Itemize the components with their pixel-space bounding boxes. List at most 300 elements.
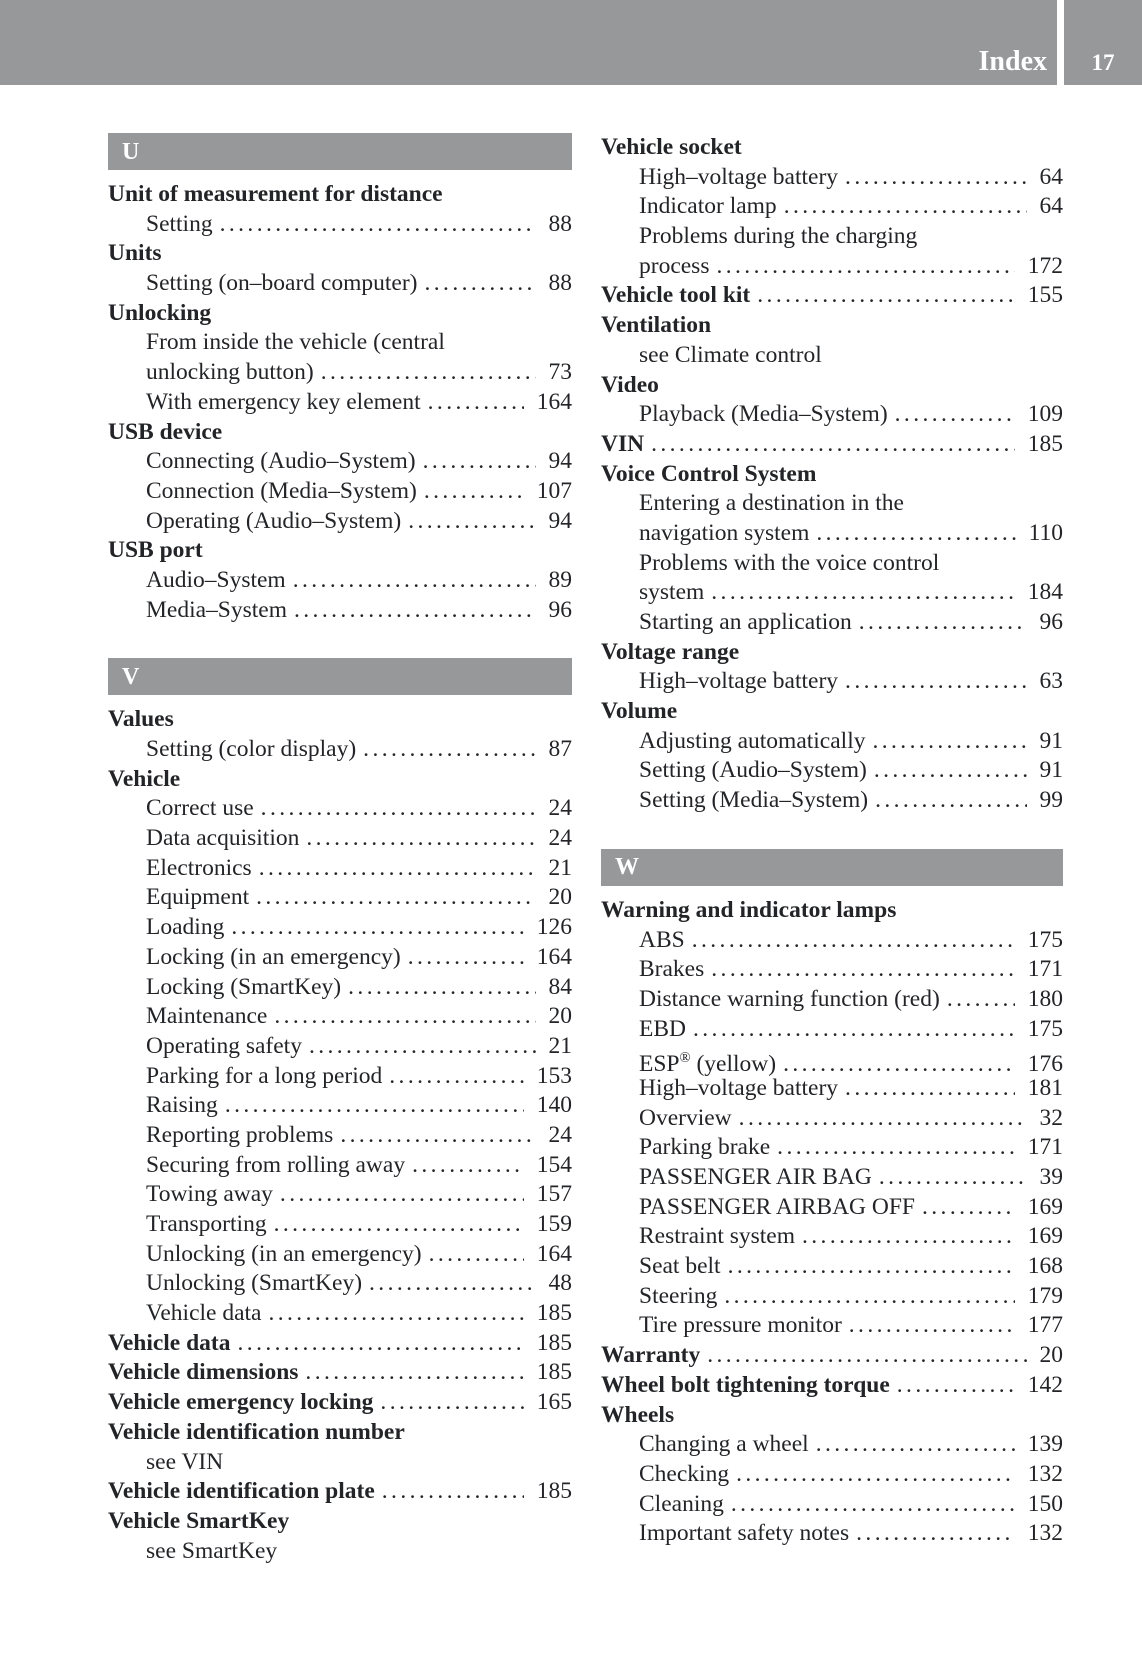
entry-label: Parking for a long period: [146, 1062, 383, 1089]
index-row: [108, 1448, 572, 1478]
index-row: [108, 1269, 572, 1299]
entry-label: Equipment: [146, 884, 250, 911]
index-row: [108, 1418, 572, 1448]
page-ref: 185: [536, 1329, 572, 1356]
leader-dots: [711, 955, 1014, 985]
index-row: [601, 1222, 1063, 1252]
entry-label: Locking (in an emergency): [146, 943, 401, 970]
entry-label: see SmartKey: [146, 1537, 278, 1564]
page-ref: 185: [536, 1478, 572, 1505]
entry-label: Vehicle socket: [601, 134, 742, 160]
leader-dots: [425, 269, 536, 299]
entry-label: process: [639, 252, 710, 279]
page-ref: 24: [548, 795, 572, 822]
page-ref: 154: [536, 1151, 572, 1178]
leader-dots: [309, 1032, 536, 1062]
page-ref: 94: [548, 507, 572, 534]
index-row: [601, 1163, 1063, 1193]
index-row: [601, 926, 1063, 956]
leader-dots: [382, 1477, 524, 1507]
page-ref: 73: [548, 359, 572, 386]
page-ref: 88: [548, 210, 572, 237]
leader-dots: [429, 1240, 524, 1270]
entry-label: Vehicle dimensions: [108, 1359, 299, 1386]
leader-dots: [259, 854, 536, 884]
index-row: [601, 400, 1063, 430]
entry-label: Entering a destination in the: [639, 490, 904, 517]
index-row: [601, 1490, 1063, 1520]
index-row: [108, 765, 572, 795]
entry-label: Securing from rolling away: [146, 1151, 406, 1178]
leader-dots: [845, 163, 1026, 193]
leader-dots: [922, 1193, 1015, 1223]
page-ref: 139: [1027, 1431, 1063, 1458]
entry-label: Problems with the voice control: [639, 549, 940, 576]
entry-label: Playback (Media–System): [639, 401, 888, 428]
index-row: [108, 913, 572, 943]
entry-label: Connecting (Audio–System): [146, 448, 416, 475]
entry-label: Overview: [639, 1104, 732, 1131]
leader-dots: [380, 1388, 523, 1418]
leader-dots: [274, 1002, 535, 1032]
leader-dots: [389, 1062, 523, 1092]
entry-label: Correct use: [146, 795, 254, 822]
leader-dots: [412, 1151, 524, 1181]
page-ref: 171: [1027, 956, 1063, 983]
index-row: [108, 1210, 572, 1240]
leader-dots: [728, 1252, 1015, 1282]
page-ref: 164: [536, 388, 572, 415]
entry-label: Changing a wheel: [639, 1431, 809, 1458]
index-row: [108, 536, 572, 566]
page-ref: 185: [536, 1300, 572, 1327]
page-ref: 96: [548, 596, 572, 623]
leader-dots: [348, 973, 535, 1003]
leader-dots: [875, 786, 1026, 816]
entry-label: Indicator lamp: [639, 193, 777, 220]
entry-label: Maintenance: [146, 1003, 268, 1030]
index-row: [108, 943, 572, 973]
index-section-U: [108, 133, 572, 625]
index-row: [108, 418, 572, 448]
entry-label: Unit of measurement for distance: [108, 181, 443, 207]
entry-label: Distance warning function (red): [639, 985, 940, 1012]
entry-label: Starting an application: [639, 609, 852, 635]
section-letter-bar: [108, 658, 572, 695]
page-ref: 91: [1039, 757, 1063, 784]
entry-label: system: [639, 579, 705, 606]
index-row: [601, 460, 1063, 490]
entry-label: Vehicle identification plate: [108, 1478, 375, 1505]
entry-label: Transporting: [146, 1211, 267, 1237]
entry-label: ABS: [639, 926, 685, 953]
index-row: [108, 1062, 572, 1092]
index-row: [601, 371, 1063, 401]
entry-label: Vehicle identification number: [108, 1418, 405, 1445]
index-row: [108, 1180, 572, 1210]
index-row: [108, 1002, 572, 1032]
index-row: [601, 1460, 1063, 1490]
leader-dots: [736, 1460, 1015, 1490]
entry-label: Setting (color display): [146, 736, 357, 762]
index-row: [601, 430, 1063, 460]
index-row: [108, 507, 572, 537]
leader-dots: [220, 210, 536, 240]
index-row: [108, 705, 572, 735]
index-row: [108, 596, 572, 626]
entry-label: Parking brake: [639, 1134, 771, 1161]
page-ref: 132: [1027, 1520, 1063, 1547]
entry-label: unlocking button): [146, 359, 314, 386]
leader-dots: [256, 883, 535, 913]
index-row: [601, 1252, 1063, 1282]
index-row: [108, 299, 572, 329]
index-row: [601, 756, 1063, 786]
entry-label: see VIN: [146, 1448, 224, 1475]
entry-label: Setting (Audio–System): [639, 757, 867, 784]
page-ref: 88: [548, 270, 572, 297]
page-ref: 20: [548, 884, 572, 911]
page-ref: 179: [1027, 1282, 1063, 1309]
leader-dots: [707, 1341, 1026, 1371]
entry-label: Vehicle emergency locking: [108, 1389, 374, 1416]
index-row: [108, 1240, 572, 1270]
index-row: [601, 1311, 1063, 1341]
right-column: [601, 133, 1063, 1549]
index-row: [108, 973, 572, 1003]
entry-label: Voice Control System: [601, 460, 817, 487]
index-row: [601, 1519, 1063, 1549]
entry-label: Checking: [639, 1460, 730, 1487]
leader-dots: [424, 477, 524, 507]
entry-label: Unlocking (in an emergency): [146, 1240, 422, 1267]
leader-dots: [872, 727, 1026, 757]
page-ref: 172: [1027, 252, 1063, 279]
leader-dots: [408, 943, 524, 973]
leader-dots: [859, 608, 1027, 638]
index-row: [601, 1193, 1063, 1223]
entry-label: PASSENGER AIR BAG: [639, 1164, 872, 1190]
page-ref: 110: [1028, 519, 1063, 546]
index-row: [108, 269, 572, 299]
leader-dots: [849, 1311, 1015, 1341]
entry-label: Data acquisition: [146, 825, 300, 852]
entry-label: Values: [108, 706, 174, 733]
leader-dots: [947, 985, 1015, 1015]
index-row: [108, 1507, 572, 1537]
leader-dots: [874, 756, 1027, 786]
page-ref: 20: [548, 1003, 572, 1030]
index-row: [601, 549, 1063, 579]
leader-dots: [423, 447, 536, 477]
index-row: [601, 638, 1063, 668]
index-row: [601, 1282, 1063, 1312]
leader-dots: [363, 735, 535, 765]
page-ref: 165: [536, 1389, 572, 1416]
index-row: [108, 794, 572, 824]
index-row: [108, 1477, 572, 1507]
index-section-continued: [601, 133, 1063, 816]
page-ref: 24: [548, 825, 572, 852]
leader-dots: [321, 358, 536, 388]
page-number: 17: [1091, 50, 1115, 75]
index-row: [601, 1044, 1063, 1078]
entry-label: Tire pressure monitor: [639, 1312, 842, 1339]
entry-label: Operating (Audio–System): [146, 507, 402, 534]
leader-dots: [693, 1015, 1015, 1045]
index-row: [108, 1151, 572, 1181]
entry-label: EBD: [639, 1015, 686, 1042]
index-row: [601, 1074, 1063, 1104]
leader-dots: [280, 1180, 524, 1210]
entry-label: Vehicle tool kit: [601, 282, 751, 309]
entry-label: Setting: [146, 210, 213, 237]
index-row: [601, 1371, 1063, 1401]
page-ref: 175: [1027, 1015, 1063, 1042]
page-ref: 157: [536, 1181, 572, 1208]
page-ref: 169: [1027, 1223, 1063, 1250]
leader-dots: [306, 824, 535, 854]
entry-label: see Climate control: [639, 341, 822, 368]
leader-dots: [305, 1358, 523, 1388]
leader-dots: [731, 1490, 1015, 1520]
index-row: [108, 447, 572, 477]
entry-label: Steering: [639, 1282, 718, 1309]
index-row: [601, 985, 1063, 1015]
index-row: [601, 222, 1063, 252]
leader-dots: [845, 667, 1026, 697]
leader-dots: [879, 1163, 1027, 1193]
page-ref: 48: [548, 1270, 572, 1297]
entry-label: Audio–System: [146, 566, 286, 593]
entry-label: Warning and indicator lamps: [601, 896, 897, 923]
page-ref: 185: [536, 1359, 572, 1386]
page-ref: 64: [1039, 163, 1063, 190]
index-row: [108, 1091, 572, 1121]
index-row: [601, 281, 1063, 311]
leader-dots: [340, 1121, 535, 1151]
entry-label: From inside the vehicle (central: [146, 329, 445, 356]
page-ref: 140: [536, 1092, 572, 1119]
page-ref: 180: [1027, 985, 1063, 1012]
page-ref: 107: [536, 477, 572, 504]
page-ref: 175: [1027, 926, 1063, 953]
index-row: [601, 311, 1063, 341]
index-row: [601, 608, 1063, 638]
entry-label: Units: [108, 240, 162, 267]
index-row: [601, 133, 1063, 163]
leader-dots: [261, 794, 536, 824]
leader-dots: [897, 1371, 1015, 1401]
entry-label: Seat belt: [639, 1253, 721, 1280]
section-letter: U: [122, 138, 140, 165]
page-ref: 168: [1027, 1253, 1063, 1280]
section-letter: W: [615, 854, 639, 881]
entry-label: ESP® (yellow): [639, 1050, 777, 1078]
entry-label: Important safety notes: [639, 1520, 850, 1547]
index-row: [601, 163, 1063, 193]
entry-label: Warranty: [601, 1342, 701, 1369]
page-ref: 142: [1027, 1371, 1063, 1398]
entry-label: Adjusting automatically: [639, 727, 866, 754]
section-letter-bar: [601, 849, 1063, 886]
entry-label: Operating safety: [146, 1032, 302, 1059]
page-ref: 164: [536, 943, 572, 970]
leader-dots: [225, 1091, 524, 1121]
index-row: [601, 697, 1063, 727]
entry-label: Media–System: [146, 596, 287, 623]
page-ref: 185: [1027, 430, 1063, 457]
page-ref: 159: [536, 1211, 572, 1237]
page-ref: 150: [1027, 1490, 1063, 1517]
index-row: [108, 824, 572, 854]
header-title-area: [0, 0, 1057, 85]
entry-label: Vehicle: [108, 765, 181, 792]
header-divider: [1057, 0, 1064, 85]
page-ref: 177: [1027, 1312, 1063, 1339]
leader-dots: [294, 596, 536, 626]
index-row: [108, 1388, 572, 1418]
page-ref: 176: [1027, 1051, 1063, 1078]
page-ref: 20: [1039, 1342, 1063, 1369]
section-letter: V: [122, 663, 140, 690]
entry-label: USB device: [108, 418, 223, 445]
page-number-box: [1064, 0, 1142, 85]
index-row: [601, 578, 1063, 608]
page-ref: 96: [1039, 609, 1063, 635]
index-row: [108, 239, 572, 269]
page-ref: 87: [548, 736, 572, 762]
entry-label: Problems during the charging: [639, 223, 918, 250]
entry-label: Restraint system: [639, 1223, 795, 1250]
page-ref: 64: [1039, 193, 1063, 220]
entry-label: Voltage range: [601, 638, 740, 665]
entry-label: Locking (SmartKey): [146, 973, 342, 1000]
index-row: [108, 1358, 572, 1388]
entry-label: Vehicle data: [108, 1329, 231, 1356]
entry-label: Vehicle SmartKey: [108, 1507, 290, 1534]
leader-dots: [895, 400, 1015, 430]
index-row: [108, 180, 572, 210]
entry-label: High–voltage battery: [639, 163, 839, 190]
leader-dots: [651, 430, 1015, 460]
index-row: [108, 477, 572, 507]
leader-dots: [845, 1074, 1015, 1104]
index-row: [601, 896, 1063, 926]
leader-dots: [816, 1430, 1015, 1460]
entry-label: With emergency key element: [146, 388, 421, 415]
leader-dots: [724, 1282, 1014, 1312]
index-row: [601, 667, 1063, 697]
page-ref: 171: [1027, 1134, 1063, 1161]
page-ref: 126: [536, 914, 572, 941]
leader-dots: [293, 566, 536, 596]
page-ref: 169: [1027, 1193, 1063, 1220]
entry-label: Video: [601, 371, 659, 398]
page-ref: 24: [548, 1121, 572, 1148]
entry-label: Connection (Media–System): [146, 477, 417, 504]
entry-label: VIN: [601, 430, 645, 457]
leader-dots: [739, 1104, 1027, 1134]
page-ref: 184: [1027, 579, 1063, 606]
leader-dots: [428, 388, 524, 418]
index-row: [601, 252, 1063, 282]
page-ref: 63: [1039, 668, 1063, 695]
page-ref: 155: [1027, 282, 1063, 309]
entry-label: Loading: [146, 914, 225, 941]
index-row: [108, 358, 572, 388]
entry-label: USB port: [108, 537, 203, 564]
leader-dots: [231, 913, 523, 943]
index-row: [601, 1015, 1063, 1045]
entry-label: Unlocking (SmartKey): [146, 1270, 363, 1297]
page-ref: 181: [1027, 1074, 1063, 1101]
entry-label: navigation system: [639, 519, 810, 546]
page-title: Index: [978, 46, 1047, 77]
page-ref: 32: [1039, 1104, 1063, 1131]
entry-label: Raising: [146, 1092, 218, 1119]
index-row: [601, 727, 1063, 757]
leader-dots: [784, 192, 1027, 222]
index-row: [108, 328, 572, 358]
index-row: [108, 1329, 572, 1359]
page-ref: 89: [548, 566, 572, 593]
leader-dots: [816, 519, 1015, 549]
leader-dots: [802, 1222, 1015, 1252]
left-column: [108, 133, 572, 1566]
index-row: [108, 566, 572, 596]
index-row: [601, 786, 1063, 816]
index-row: [108, 1537, 572, 1567]
index-row: [601, 955, 1063, 985]
page-ref: 164: [536, 1240, 572, 1267]
index-row: [601, 519, 1063, 549]
index-row: [601, 489, 1063, 519]
index-section-W: [601, 849, 1063, 1549]
leader-dots: [369, 1269, 535, 1299]
section-letter-bar: [108, 133, 572, 170]
index-section-V: [108, 658, 572, 1566]
page-ref: 94: [548, 448, 572, 475]
entry-label: Setting (on–board computer): [146, 270, 418, 297]
leader-dots: [777, 1133, 1015, 1163]
index-row: [108, 388, 572, 418]
index-row: [108, 1299, 572, 1329]
index-row: [108, 883, 572, 913]
leader-dots: [268, 1299, 523, 1329]
entry-label: High–voltage battery: [639, 1074, 839, 1101]
page-ref: 21: [548, 1032, 572, 1059]
leader-dots: [856, 1519, 1015, 1549]
index-row: [108, 1121, 572, 1151]
index-row: [601, 1133, 1063, 1163]
entry-label: Vehicle data: [146, 1300, 262, 1327]
page-ref: 84: [548, 973, 572, 1000]
leader-dots: [692, 926, 1015, 956]
entry-label: Electronics: [146, 854, 252, 881]
entry-label: Setting (Media–System): [639, 787, 869, 814]
page-ref: 132: [1027, 1460, 1063, 1487]
leader-dots: [238, 1329, 524, 1359]
index-row: [108, 735, 572, 765]
entry-label: PASSENGER AIRBAG OFF: [639, 1193, 915, 1220]
leader-dots: [408, 507, 535, 537]
entry-label: Wheels: [601, 1401, 675, 1428]
page-header: [0, 0, 1142, 85]
page-ref: 39: [1039, 1164, 1063, 1190]
entry-label: Cleaning: [639, 1490, 724, 1517]
index-row: [601, 1104, 1063, 1134]
